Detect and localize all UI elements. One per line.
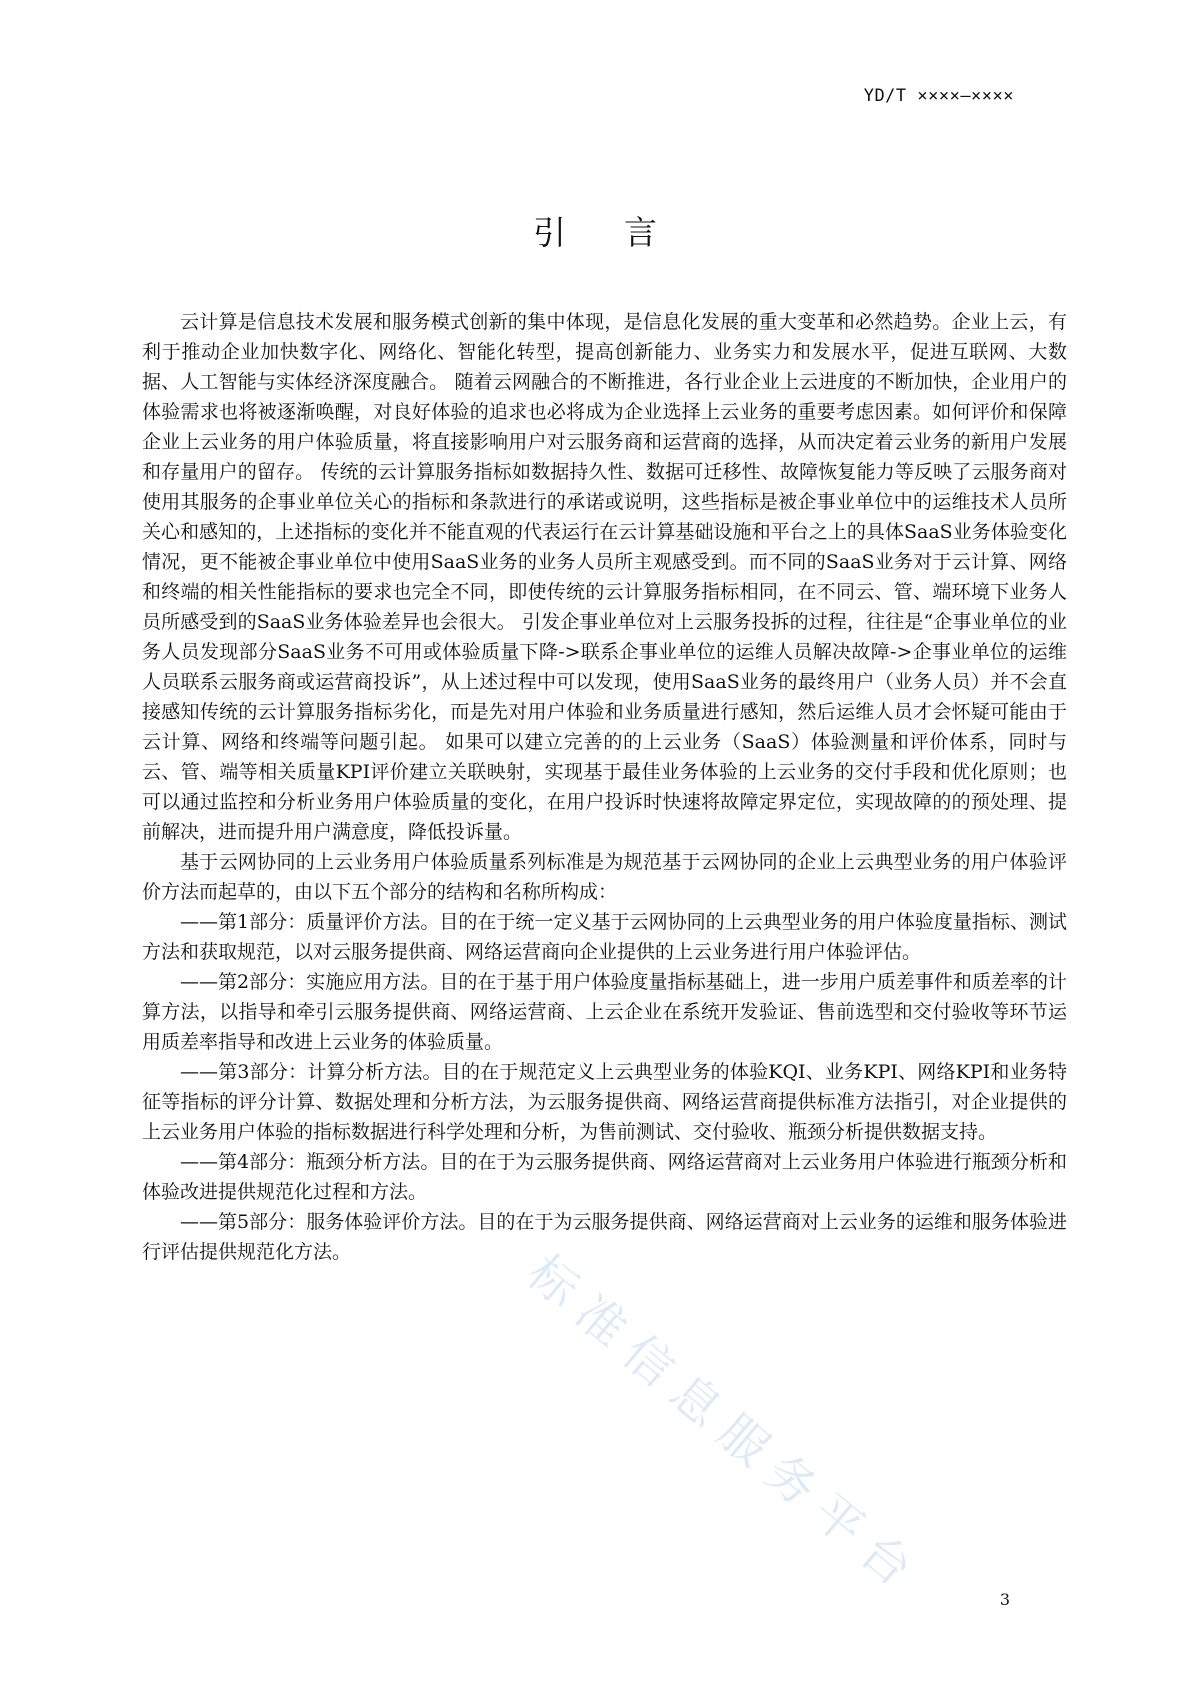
paragraph-series: 基于云网协同的上云业务用户体验质量系列标准是为规范基于云网协同的企业上云典型业务的用户体验评价方法而起草的，由以下五个部分的结构和名称所构成： [142,851,1067,903]
page-title: 引言 [533,213,715,252]
paragraph-intro: 云计算是信息技术发展和服务模式创新的集中体现，是信息化发展的重大变革和必然趋势。企业上云，有利于推动企业加快数字化、网络化、智能化转型，提高创新能力、业务实力和发展水平，促进互联网、大数据、人工智能与实体经济深度融合。 随着云网融合的不断推进，各行业企业上云进度的不断加快，企业用户的体验需求也将被逐渐唤醒，对良好体验的追求也必将成为企业选择上云业务的重要考虑因素。如何评价和保障企业上云业务的用户体验质量，将直接影响用户对云服务商和运营商的选择，从而决定着云业务的新用户发展和存量用户的留存。 传统的云计算服务指标如数据持久性、数据可迁移性、故障恢复能力等反映了云服务商对使用其服务的企事业单位关心的指标和条款进行的承诺或说明，这些指标是被企事业单位中的运维技术人员所关心和感知的，上述指标的变化并不能直观的代表运行在云计算基础设施和平台之上的具体SaaS业务体验变化情况，更不能被企事业单位中使用SaaS业务的业务人员所主观感受到。而不同的SaaS业务对于云计算、网络和终端的相关性能指标的要求也完全不同，即使传统的云计算服务指标相同，在不同云、管、端环境下业务人员所感受到的SaaS业务体验差异也会很大。 引发企事业单位对上云服务投拆的过程，往往是“企事业单位的业务人员发现部分SaaS业务不可用或体验质量下降->联系企事业单位的运维人员解决故障->企事业单位的运维人员联系云服务商或运营商投诉”，从上述过程中可以发现，使用SaaS业务的最终用户（业务人员）并不会直接感知传统的云计算服务指标劣化，而是先对用户体验和业务质量进行感知，然后运维人员才会怀疑可能由于云计算、网络和终端等问题引起。 如果可以建立完善的的上云业务（SaaS）体验测量和评价体系，同时与云、管、端等相关质量KPI评价建立关联映射，实现基于最佳业务体验的上云业务的交付手段和优化原则；也可以通过监控和分析业务用户体验质量的变化，在用户投诉时快速将故障定界定位，实现故障的的预处理、提前解决，进而提升用户满意度，降低投诉量。 [142,311,1067,843]
paragraph-part-4: ——第4部分：瓶颈分析方法。目的在于为云服务提供商、网络运营商对上云业务用户体验进行瓶颈分析和体验改进提供规范化过程和方法。 [142,1151,1067,1203]
paragraph-part-2: ——第2部分：实施应用方法。目的在于基于用户体验度量指标基础上，进一步用户质差事件和质差率的计算方法，以指导和牵引云服务提供商、网络运营商、上云企业在系统开发验证、售前选型和交付验收等环节运用质差率指导和改进上云业务的体验质量。 [142,971,1067,1053]
document-code: YD/T ××××—×××× [863,86,1014,106]
paragraph-part-5: ——第5部分：服务体验评价方法。目的在于为云服务提供商、网络运营商对上云业务的运维和服务体验进行评估提供规范化方法。 [142,1211,1067,1263]
paragraph-part-1: ——第1部分：质量评价方法。目的在于统一定义基于云网协同的上云典型业务的用户体验度量指标、测试方法和获取规范，以对云服务提供商、网络运营商向企业提供的上云业务进行用户体验评估。 [142,911,1067,963]
watermark: 标准信息服务平台 [516,1244,933,1607]
paragraph-part-3: ——第3部分：计算分析方法。目的在于规范定义上云典型业务的体验KQI、业务KPI、网络KPI和业务特征等指标的评分计算、数据处理和分析方法，为云服务提供商、网络运营商提供标准方法指引，对企业提供的上云业务用户体验的指标数据进行科学处理和分析，为售前测试、交付验收、瓶颈分析提供数据支持。 [142,1061,1067,1143]
page-number: 3 [999,1590,1010,1609]
body-text [142,307,1067,1267]
